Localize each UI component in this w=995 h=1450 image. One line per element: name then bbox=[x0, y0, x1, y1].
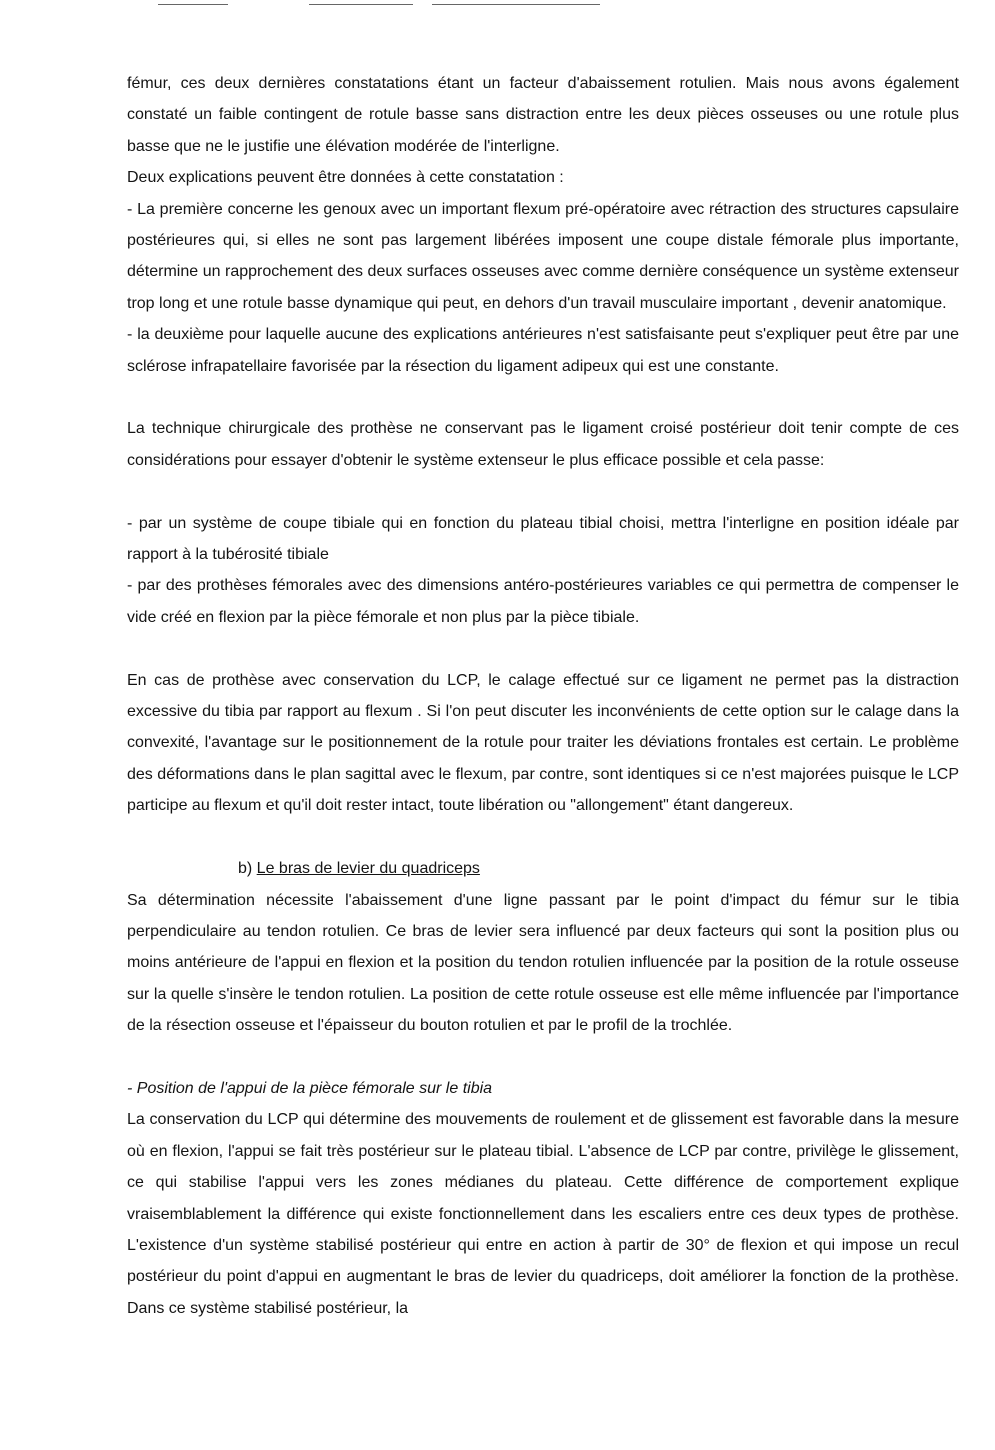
document-body bbox=[127, 68, 959, 1324]
spacer bbox=[127, 822, 959, 853]
paragraph: Deux explications peuvent être données à cette constatation : bbox=[127, 169, 564, 187]
paragraph: - la deuxième pour laquelle aucune des explications antérieures n'est satisfaisante peut s'expliquer peut être par une sclérose infrapatellaire favorisée par la résection du ligament adipeux qui est une constante. bbox=[127, 326, 959, 375]
section-number: b) bbox=[238, 860, 257, 878]
spacer bbox=[127, 1042, 959, 1073]
paragraph: La technique chirurgicale des prothèse ne conservant pas le ligament croisé postérieur doit tenir compte de ces considérations pour essayer d'obtenir le système extenseur le plus efficace possible et cela passe: bbox=[127, 420, 959, 469]
paragraph: En cas de prothèse avec conservation du LCP, le calage effectué sur ce ligament ne permet pas la distraction excessive du tibia par rapport au flexum . Si l'on peut discuter les inconvénients de cette option sur le calage dans la convexité, l'avantage sur le positionnement de la rotule pour traiter les déviations frontales est certain. Le problème des déformations dans le plan sagittal avec le flexum, par contre, sont identiques si ce n'est majorées puisque le LCP participe au flexum et qu'il doit rester intact, toute libération ou "allongement" étant dangereux. bbox=[127, 671, 959, 815]
section-title: Le bras de levier du quadriceps bbox=[256, 860, 480, 878]
paragraph: - par des prothèses fémorales avec des dimensions antéro-postérieures variables ce qui permettra de compenser le vide créé en flexion par la pièce fémorale et non plus par la pièce tibiale. bbox=[127, 577, 959, 626]
paragraph: - La première concerne les genoux avec un important flexum pré-opératoire avec rétraction des structures capsulaire postérieures qui, si elles ne sont pas largement libérées imposent une coupe distale fémorale plus importante, détermine un rapprochement des deux surfaces osseuses avec comme dernière conséquence un système extenseur trop long et une rotule basse dynamique qui peut, en dehors d'un travail musculaire important , devenir anatomique. bbox=[127, 200, 959, 312]
top-edge-rules bbox=[0, 0, 995, 8]
section-heading bbox=[127, 853, 959, 884]
paragraph: La conservation du LCP qui détermine des mouvements de roulement et de glissement est favorable dans la mesure où en flexion, l'appui se fait très postérieur sur le plateau tibial. L'absence de LCP par contre, privilège le glissement, ce qui stabilise l'appui vers les zones médianes du plateau. Cette différence de comportement explique vraisemblablement la différence qui existe fonctionnellement dans les escaliers entre ces deux types de prothèse. L'existence d'un système stabilisé postérieur qui entre en action à partir de 30° de flexion et qui impose un recul postérieur du point d'appui en augmentant le bras de levier du quadriceps, doit améliorer la fonction de la prothèse. Dans ce système stabilisé postérieur, la bbox=[127, 1111, 959, 1317]
spacer bbox=[127, 476, 959, 507]
paragraph: Sa détermination nécessite l'abaissement d'une ligne passant par le point d'impact du fémur sur le tibia perpendiculaire au tendon rotulien. Ce bras de levier sera influencé par deux facteurs qui sont la position plus ou moins antérieure de l'appui en flexion et la position du tendon rotulien influencée par la position de la rotule osseuse sur la quelle s'insère le tendon rotulien. La position de cette rotule osseuse est elle même influencée par l'importance de la résection osseuse et l'épaisseur du bouton rotulien et par le profil de la trochlée. bbox=[127, 891, 959, 1035]
spacer bbox=[127, 382, 959, 413]
subsection-heading: - Position de l'appui de la pièce fémorale sur le tibia bbox=[127, 1079, 493, 1097]
spacer bbox=[127, 633, 959, 664]
paragraph: fémur, ces deux dernières constatations étant un facteur d'abaissement rotulien. Mais nous avons également constaté un faible contingent de rotule basse sans distraction entre les deux pièces osseuses ou une rotule plus basse que ne le justifie une élévation modérée de l'interligne. bbox=[127, 75, 959, 155]
paragraph: - par un système de coupe tibiale qui en fonction du plateau tibial choisi, mettra l'interligne en position idéale par rapport à la tubérosité tibiale bbox=[127, 514, 959, 564]
